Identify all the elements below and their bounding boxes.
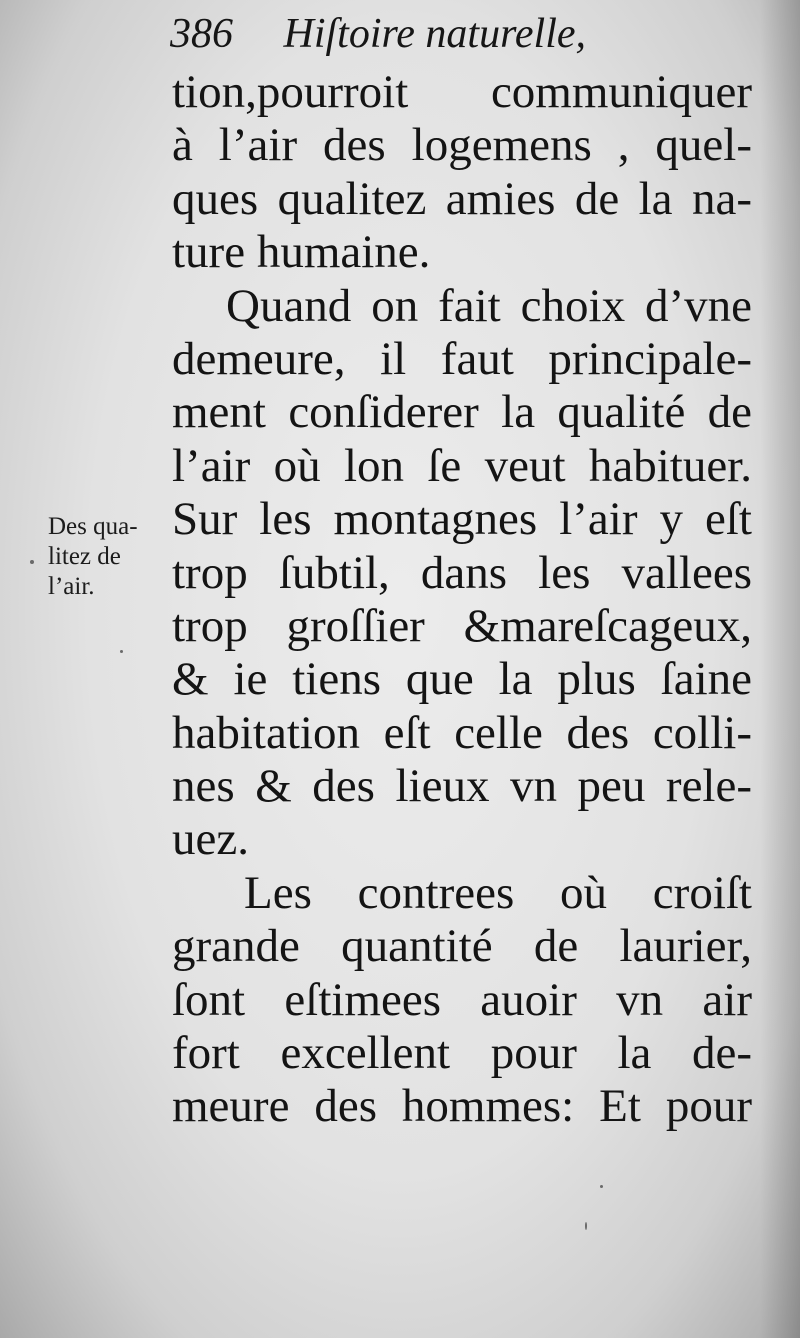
text-line: ſont eſtimees auoir vn air (172, 973, 752, 1026)
text-line: habitation eſt celle des colli- (172, 706, 752, 759)
page-edge-shadow (760, 0, 800, 1338)
margin-note-line: litez de (48, 543, 121, 570)
text-line: demeure, il faut principale- (172, 332, 752, 385)
text-line: trop ſubtil, dans les vallees (172, 546, 752, 599)
text-line: tion,pourroit communiquer (172, 66, 752, 118)
paper-speck (585, 1222, 587, 1230)
text-line: nes & des lieux vn peu rele- (172, 760, 752, 813)
margin-note-line: l’air. (48, 573, 95, 600)
page-header (170, 10, 586, 66)
text-line: trop groſſier &mareſcageux, (172, 599, 752, 652)
text-line: ques qualitez amies de la na- (172, 172, 752, 225)
margin-note-line: Des qua- (48, 513, 138, 540)
text-line: & ie tiens que la plus ſaine (172, 653, 752, 706)
margin-note (48, 512, 168, 602)
paper-speck (120, 650, 123, 653)
page-number: 386 (170, 11, 233, 57)
paper-speck (600, 1185, 603, 1188)
text-line: à l’air des logemens , quel- (172, 119, 752, 172)
text-line: uez. (172, 813, 249, 866)
paper-speck (30, 560, 34, 564)
text-line: grande quantité de laurier, (172, 920, 752, 973)
text-line: meure des hommes: Et pour (172, 1080, 752, 1133)
text-line: Quand on fait choix d’vne (226, 279, 752, 332)
text-line: fort excellent pour la de- (172, 1027, 752, 1080)
text-line: Les contrees où croiſt (244, 866, 752, 919)
text-line: ment conſiderer la qualité de (172, 386, 752, 439)
text-line: ture humaine. (172, 226, 431, 279)
text-line: l’air où lon ſe veut habituer. (172, 439, 752, 492)
body-text (172, 66, 752, 1134)
running-title: Hiſtoire naturelle, (283, 11, 587, 57)
text-line: Sur les montagnes l’air y eſt (172, 493, 752, 546)
